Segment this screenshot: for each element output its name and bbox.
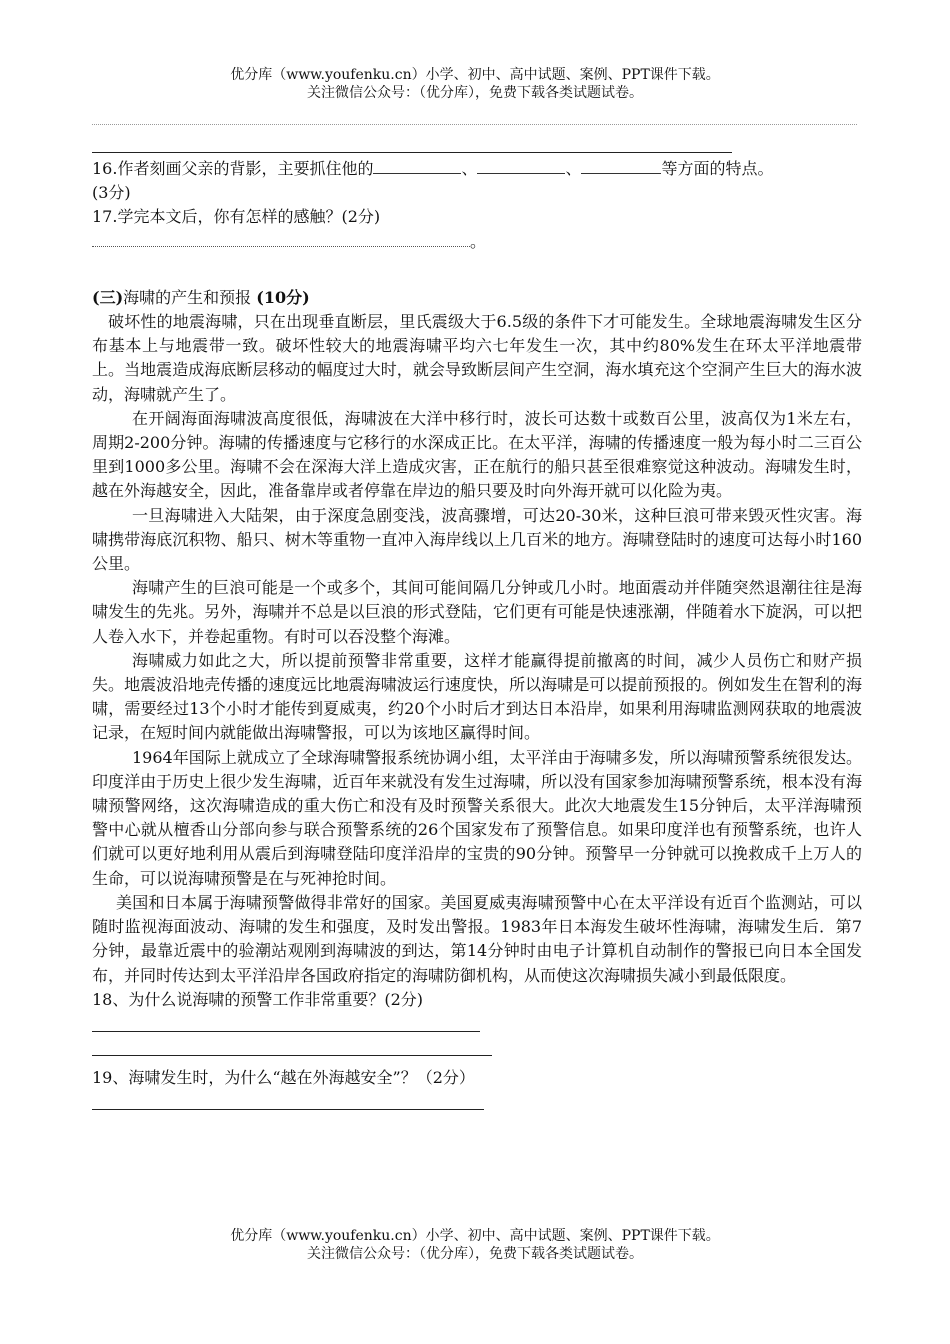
section-3-heading: 海啸的产生和预报 bbox=[123, 287, 252, 307]
page-footer bbox=[0, 1227, 950, 1263]
q19-answer-line[interactable] bbox=[92, 1109, 484, 1110]
question-17-answer bbox=[92, 230, 862, 254]
question-19: 19、海啸发生时，为什么“越在外海越安全”？（2分） bbox=[92, 1067, 475, 1087]
page-header bbox=[0, 66, 950, 102]
footer-line-1: 优分库（www.youfenku.cn）小学、初中、高中试题、案例、PPT课件下载。 bbox=[230, 1228, 720, 1244]
header-line-2: 关注微信公众号：（优分库），免费下载各类试题试卷。 bbox=[307, 85, 643, 101]
section-3-paragraph-6: 1964年国际上就成立了全球海啸警报系统协调小组，太平洋由于海啸多发，所以海啸预警系统很发达。印度洋由于历史上很少发生海啸，近百年来就没有发生过海啸，所以没有国家参加海啸预警系统，根本没有海啸预警网络，这次海啸造成的重大伤亡和没有及时预警关系很大。此次大地震发生15分钟后，太平洋海啸预警中心就从檀香山分部向参与联合预警系统的26个国家发布了预警信息。如果印度洋也有预警系统，也许人们就可以更好地利用从震后到海啸登陆印度洋沿岸的宝贵的90分钟。预警早一分钟就可以挽救成千上万人的生命，可以说海啸预警是在与死神抢时间。 bbox=[92, 747, 862, 888]
section-3-paragraph-1: 破坏性的地震海啸，只在出现垂直断层，里氏震级大于6.5级的条件下才可能发生。全球地震海啸发生区分布基本上与地震带一致。破坏性较大的地震海啸平均六七年发生一次，其中约80%发生在环太平洋地震带上。当地震造成海底断层移动的幅度过大时，就会导致断层间产生空洞，海水填充这个空洞产生巨大的海水波动，海啸就产生了。 bbox=[92, 312, 862, 404]
q16-sep-2: 、 bbox=[565, 159, 582, 178]
q19-answer-row bbox=[92, 1090, 862, 1110]
header-line-1: 优分库（www.youfenku.cn）小学、初中、高中试题、案例、PPT课件下载。 bbox=[230, 67, 720, 83]
header-divider bbox=[92, 124, 857, 125]
q18-answer-row-1 bbox=[92, 1012, 862, 1036]
q17-end: 。 bbox=[470, 231, 487, 251]
q16-end: 等方面的特点。 bbox=[661, 159, 774, 178]
question-18: 18、为什么说海啸的预警工作非常重要？(2分) bbox=[92, 989, 424, 1009]
section-3-paragraph-7: 美国和日本属于海啸预警做得非常好的国家。美国夏威夷海啸预警中心在太平洋设有近百个监测站，可以随时监视海面波动、海啸的发生和强度，及时发出警报。1983年日本海发生破坏性海啸，海啸发生后．第7分钟，最靠近震中的验潮站观刚到海啸波的到达，第14分钟时由电子计算机自动制作的警报已向日本全国发布，并同时传达到太平洋沿岸各国政府指定的海啸防御机构，从而使这次海啸损失减小到最低限度。 bbox=[92, 892, 862, 985]
section-3-paragraph-4: 海啸产生的巨浪可能是一个或多个，其间可能间隔几分钟或几小时。地面震动并伴随突然退潮往往是海啸发生的先兆。另外，海啸并不总是以巨浪的形式登陆，它们更有可能是快速涨潮，伴随着水下旋涡，可以把人卷入水下，并卷起重物。有时可以吞没整个海滩。 bbox=[92, 578, 862, 646]
section-3-paragraph-2: 在开阔海面海啸波高度很低，海啸波在大洋中移行时，波长可达数十或数百公里，波高仅为1米左右，周期2-200分钟。海啸的传播速度与它移行的水深成正比。在太平洋，海啸的传播速度一般为每小时二三百公里到1000多公里。海啸不会在深海大洋上造成灾害，正在航行的船只甚至很难察觉这种波动。海啸发生时，越在外海越安全，因此，准备靠岸或者停靠在岸边的船只要及时向外海开就可以化险为夷。 bbox=[92, 408, 862, 501]
exam-content bbox=[92, 155, 862, 1110]
previous-answer-line bbox=[92, 152, 732, 153]
question-16-score: (3分) bbox=[92, 183, 131, 203]
section-3-score: (10分) bbox=[256, 287, 310, 307]
q17-answer-blank[interactable] bbox=[92, 232, 470, 247]
q16-blank-2[interactable] bbox=[477, 155, 565, 174]
q16-blank-3[interactable] bbox=[581, 155, 661, 174]
section-3-prefix: (三) bbox=[92, 287, 124, 307]
q16-blank-1[interactable] bbox=[373, 155, 461, 174]
question-17: 17.学完本文后，你有怎样的感触？(2分) bbox=[92, 207, 381, 227]
section-3-paragraph-3: 一旦海啸进入大陆架，由于深度急剧变浅，波高骤增，可达20-30米，这种巨浪可带来毁灭性灾害。海啸携带海底沉积物、船只、树木等重物一直冲入海岸线以上几百米的地方。海啸登陆时的速度可达每小时160公里。 bbox=[92, 505, 862, 574]
section-3-paragraph-5: 海啸威力如此之大，所以提前预警非常重要，这样才能赢得提前撤离的时间，减少人员伤亡和财产损失。地震波沿地壳传播的速度远比地震海啸波运行速度快，所以海啸是可以提前预报的。例如发生在智利的海啸，需要经过13个小时才能传到夏威夷，约20个小时后才到达日本沿岸，如果利用海啸监测网获取的地震波记录，在短时间内就能做出海啸警报，可以为该地区赢得时间。 bbox=[92, 650, 862, 743]
section-3-title bbox=[92, 286, 862, 310]
q18-answer-line-2[interactable] bbox=[92, 1055, 492, 1056]
q16-sep-1: 、 bbox=[461, 159, 478, 178]
q18-answer-line-1[interactable] bbox=[92, 1031, 480, 1032]
question-16 bbox=[92, 155, 862, 181]
footer-line-2: 关注微信公众号：（优分库），免费下载各类试题试卷。 bbox=[307, 1246, 643, 1262]
q18-answer-row-2 bbox=[92, 1036, 862, 1060]
question-16-text: 16.作者刻画父亲的背影，主要抓住他的 bbox=[92, 159, 374, 178]
